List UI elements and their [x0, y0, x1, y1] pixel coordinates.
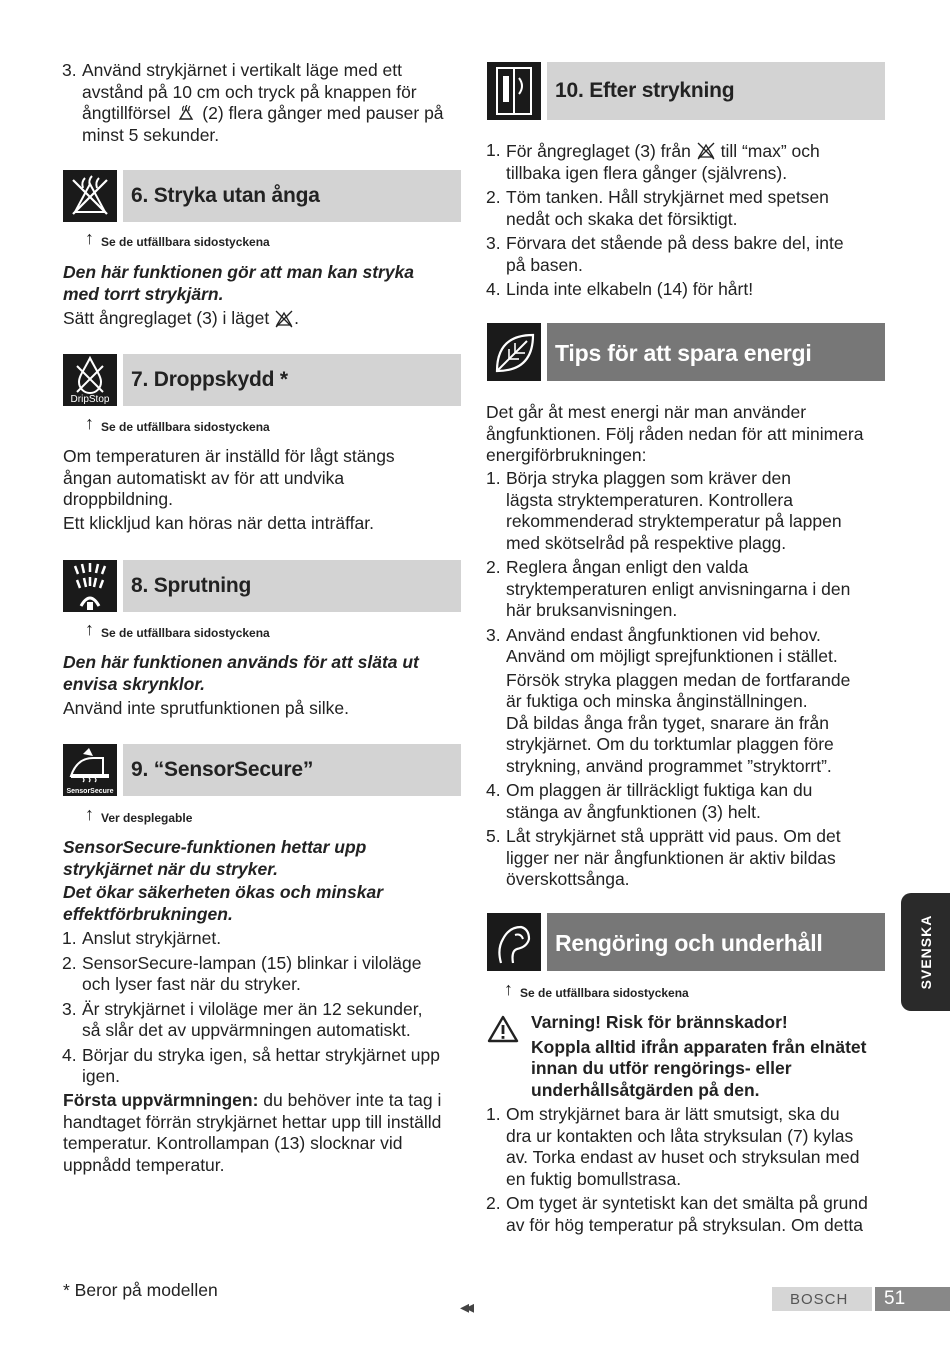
section-7-text: Om temperaturen är inställd för lågt stängs ångan automatiskt av för att undvika droppbildning. Ett klickljud kan höras när detta inträffar.: [63, 446, 395, 533]
section-title: Tips för att spara energi: [555, 340, 812, 366]
storage-icon: [487, 62, 541, 120]
warning-title: Varning! Risk för brännskador!: [531, 1012, 788, 1032]
arrow-up-icon: ↑: [85, 228, 94, 248]
arrow-up-icon: ↑: [85, 413, 94, 433]
section-title: Rengöring och underhåll: [555, 930, 823, 956]
list-item: 3. Förvara det stående på dess bakre del, inte på basen.: [486, 233, 844, 275]
page-nav-arrows[interactable]: ◂◂: [460, 1297, 471, 1317]
page-number: 51: [875, 1287, 950, 1311]
list-item: 2. Reglera ångan enligt den valda stryktemperaturen enligt anvisningarna i den här bruksanvisningen.: [486, 557, 851, 620]
cleaning-list: [486, 1104, 896, 1236]
arrow-up-icon: ↑: [85, 804, 94, 824]
list-item: 4. Om plaggen är tillräckligt fuktiga kan du stänga av ångfunktionen (3) helt.: [486, 780, 813, 822]
section-6-text: Sätt ångreglaget (3) i läget .: [63, 308, 299, 328]
section-8-bold: Den här funktionen används för att släta ut envisa skrynklor.: [63, 652, 419, 694]
list-item: 4. Börjar du stryka igen, så hettar strykjärnet upp igen.: [62, 1044, 440, 1086]
intro-list: [62, 60, 462, 146]
tips-intro: Det går åt mest energi när man använder ångfunktionen. Följ råden nedan för att minimera energiförbrukningen:: [486, 402, 864, 465]
steam-icon: [177, 105, 195, 121]
list-item: 2. SensorSecure-lampan (15) blinkar i viloläge och lyser fast när du stryker.: [62, 952, 422, 994]
cleaning-hand-icon: [487, 913, 541, 971]
section-8-header: [63, 560, 461, 612]
no-steam-icon: [63, 170, 117, 222]
list-item: 1. Anslut strykjärnet.: [62, 928, 222, 948]
list-item: 3. Använd endast ångfunktionen vid behov. Använd om möjligt sprejfunktionen i stället. Försök stryka plaggen medan de fortfarande är fuktiga och minska ånginställningen. Då bildas ånga från tyget, snarare än från strykjärnet. Om du torktumlar plaggen före strykning, använd programmet ”stryktorrt”.: [486, 624, 851, 776]
section-6-bold: Den här funktionen gör att man kan stryka med torrt strykjärn.: [63, 262, 415, 304]
section-9-header: [63, 744, 461, 796]
section-9-list: [62, 928, 464, 1088]
cleaning-header: [487, 913, 885, 971]
tips-list: [486, 468, 896, 891]
arrow-up-icon: ↑: [504, 979, 513, 999]
dripstop-label: DripStop: [70, 394, 110, 405]
no-steam-icon: [696, 140, 716, 160]
leaf-icon: [487, 323, 541, 381]
first-heating-note: Första uppvärmningen: du behöver inte ta tag i handtaget förrän strykjärnet hettar upp till inställd temperatur. Kontrollampan (13) slocknar vid uppnådd temperatur.: [63, 1090, 442, 1175]
section-7-header: [63, 354, 461, 406]
list-item: 1. Om strykjärnet bara är lätt smutsigt, ska du dra ur kontakten och låta stryksulan (7) kylas av. Torka endast av huset och stryksulan med en fuktig bomullstrasa.: [486, 1104, 860, 1189]
section-6-header: [63, 170, 461, 222]
section-title: 8. Sprutning: [131, 574, 252, 597]
warning-icon: [487, 1015, 519, 1043]
sensorsecure-label: SensorSecure: [66, 788, 114, 795]
list-item: 4. Linda inte elkabeln (14) för hårt!: [486, 279, 754, 299]
arrow-up-icon: ↑: [85, 619, 94, 639]
dripstop-icon: [63, 354, 117, 406]
sensorsecure-icon: [63, 744, 117, 796]
list-item: 1. Börja stryka plaggen som kräver den lägsta stryktemperaturen. Kontrollera rekommenderad stryktemperatur på lappen med skötselråd på respektive plagg.: [486, 468, 842, 553]
footer-brand: BOSCH: [772, 1287, 872, 1311]
section-9-bold: SensorSecure-funktionen hettar upp strykjärnet när du stryker. Det ökar säkerheten ökas och minskar effektförbrukningen.: [63, 837, 384, 924]
list-item: 2. Om tyget är syntetiskt kan det smälta på grund av för hög temperatur på stryksulan. Om detta: [486, 1193, 868, 1235]
tips-header: [487, 323, 885, 381]
section-title: 6. Stryka utan ånga: [131, 184, 320, 207]
section-8-text: Använd inte sprutfunktionen på silke.: [63, 698, 350, 718]
list-item: 3. Använd strykjärnet i vertikalt läge med ett avstånd på 10 cm och tryck på knappen för ångtillförsel (2) flera gånger med pauser på minst 5 sekunder.: [62, 60, 444, 145]
footnote: * Beror på modellen: [63, 1280, 218, 1300]
spray-icon: [63, 560, 117, 612]
section-title: 7. Droppskydd *: [131, 368, 288, 391]
list-item: 1. För ångreglaget (3) från till “max” och tillbaka igen flera gånger (självrens).: [486, 140, 820, 183]
list-item: 3. Är strykjärnet i viloläge mer än 12 sekunder, så slår det av uppvärmningen automatiskt.: [62, 998, 423, 1040]
list-item: 5. Låt strykjärnet stå upprätt vid paus. Om det ligger ner när ångfunktionen är aktiv bildas överskottsånga.: [486, 826, 841, 889]
section-title: 10. Efter strykning: [555, 79, 735, 102]
list-item: 2. Töm tanken. Håll strykjärnet med spetsen nedåt och skaka det försiktigt.: [486, 187, 829, 229]
no-steam-icon: [274, 308, 294, 328]
language-tab: SVENSKA: [901, 893, 950, 1011]
section-title: 9. “SensorSecure”: [131, 758, 314, 781]
section-10-list: [486, 140, 886, 301]
section-10-header: [487, 62, 885, 120]
